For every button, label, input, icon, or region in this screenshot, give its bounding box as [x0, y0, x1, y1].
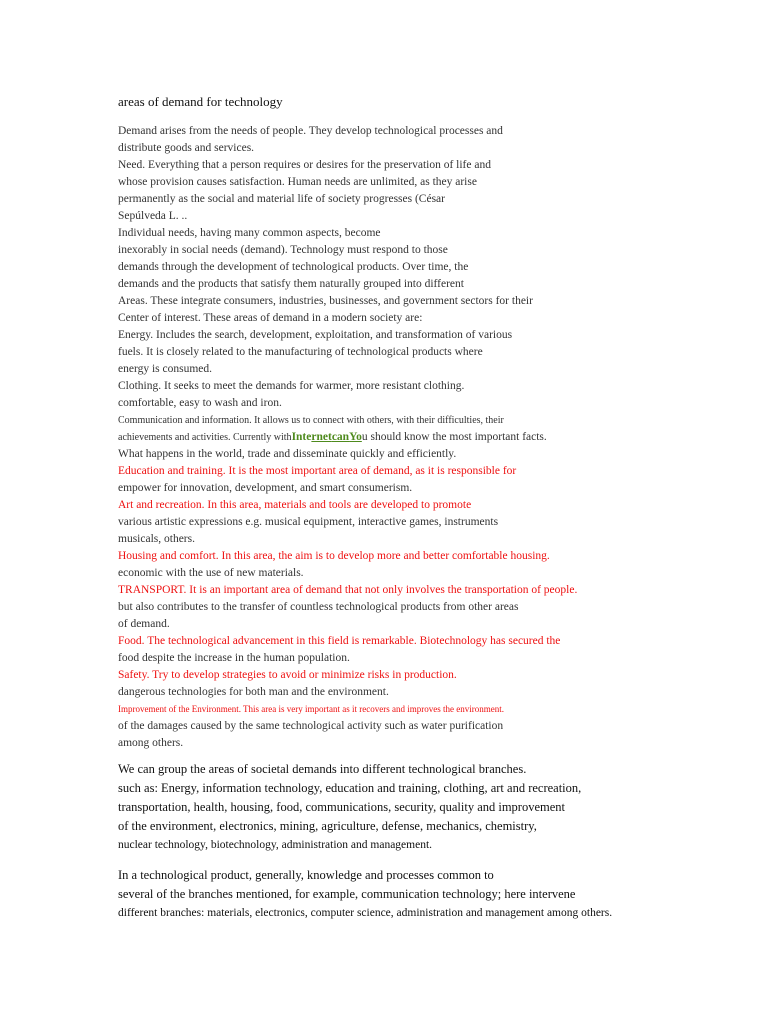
- text-line: transportation, health, housing, food, communications, security, quality and improvement: [118, 800, 566, 814]
- text-line: distribute goods and services.: [118, 142, 255, 154]
- link-text: can: [331, 431, 350, 443]
- achievements-suffix: u should know the most important facts.: [361, 431, 547, 443]
- text-line: of the environment, electronics, mining, agriculture, defense, mechanics, chemistry,: [118, 819, 537, 833]
- text-line: empower for innovation, development, and smart consumerism.: [118, 482, 413, 494]
- text-line: of demand.: [118, 618, 170, 630]
- text-line: Demand arises from the needs of people. They develop technological processes and: [118, 125, 503, 137]
- product-paragraph: [118, 866, 718, 923]
- text-line: different branches: materials, electronics, computer science, administration and management among others.: [118, 907, 613, 919]
- area-heading-line: Safety. Try to develop strategies to avoid or minimize risks in production.: [118, 669, 457, 681]
- text-line: Areas. These integrate consumers, industries, businesses, and government sectors for their: [118, 295, 533, 307]
- area-heading-line: Art and recreation. In this area, materials and tools are developed to promote: [118, 499, 472, 511]
- text-line: Center of interest. These areas of demand in a modern society are:: [118, 312, 423, 324]
- text-line: Need. Everything that a person requires or desires for the preservation of life and: [118, 159, 491, 171]
- text-line: nuclear technology, biotechnology, administration and management.: [118, 839, 433, 851]
- demand-areas-section: [118, 123, 678, 752]
- text-line: whose provision causes satisfaction. Human needs are unlimited, as they arise: [118, 176, 477, 188]
- text-line: comfortable, easy to wash and iron.: [118, 397, 282, 409]
- document-title: areas of demand for technology: [118, 94, 283, 109]
- text-line: energy is consumed.: [118, 363, 213, 375]
- achievements-prefix: achievements and activities. Currently with: [118, 432, 292, 443]
- text-line: inexorably in social needs (demand). Technology must respond to those: [118, 244, 448, 256]
- text-line: several of the branches mentioned, for example, communication technology; here intervene: [118, 887, 576, 901]
- text-line: demands through the development of technological products. Over time, the: [118, 261, 469, 273]
- text-line: food despite the increase in the human population.: [118, 652, 350, 664]
- text-line: We can group the areas of societal demands into different technological branches.: [118, 762, 527, 776]
- text-line: of the damages caused by the same technological activity such as water purification: [118, 720, 504, 732]
- text-line: What happens in the world, trade and disseminate quickly and efficiently.: [118, 448, 457, 460]
- text-line: but also contributes to the transfer of countless technological products from other areas: [118, 601, 519, 613]
- text-line: among others.: [118, 737, 184, 749]
- text-line: fuels. It is closely related to the manufacturing of technological products where: [118, 346, 483, 358]
- text-line: Individual needs, having many common aspects, become: [118, 227, 381, 239]
- text-line: various artistic expressions e.g. musical equipment, interactive games, instruments: [118, 516, 499, 528]
- link-text: Yo: [349, 431, 362, 443]
- area-heading-line: Education and training. It is the most important area of demand, as it is responsible for: [118, 465, 517, 477]
- area-heading-line: Food. The technological advancement in this field is remarkable. Biotechnology has secured the: [118, 635, 561, 647]
- demand-areas-list: [118, 446, 678, 752]
- branches-paragraph: [118, 760, 718, 855]
- link-text: rnet: [311, 431, 332, 443]
- internet-link[interactable]: [292, 431, 362, 443]
- text-line: musicals, others.: [118, 533, 195, 545]
- achievements-line: [118, 429, 678, 446]
- link-text: Inte: [291, 431, 312, 443]
- text-line: permanently as the social and material life of society progresses (César: [118, 193, 445, 205]
- text-line: such as: Energy, information technology, education and training, clothing, art and recreation,: [118, 781, 582, 795]
- text-line: In a technological product, generally, knowledge and processes common to: [118, 868, 494, 882]
- text-line: Energy. Includes the search, development, exploitation, and transformation of various: [118, 329, 513, 341]
- text-line: Clothing. It seeks to meet the demands for warmer, more resistant clothing.: [118, 380, 465, 392]
- text-line: economic with the use of new materials.: [118, 567, 304, 579]
- text-line: dangerous technologies for both man and the environment.: [118, 686, 389, 698]
- text-line: Sepúlveda L. ..: [118, 210, 188, 222]
- area-heading-line: Improvement of the Environment. This area is very important as it recovers and improves the environment.: [118, 704, 504, 714]
- area-heading-line: Housing and comfort. In this area, the aim is to develop more and better comfortable housing.: [118, 550, 550, 562]
- text-line: demands and the products that satisfy them naturally grouped into different: [118, 278, 464, 290]
- area-heading-line: TRANSPORT. It is an important area of demand that not only involves the transportation of people.: [118, 584, 578, 596]
- text-line: Communication and information. It allows us to connect with others, with their difficulties, their: [118, 415, 504, 426]
